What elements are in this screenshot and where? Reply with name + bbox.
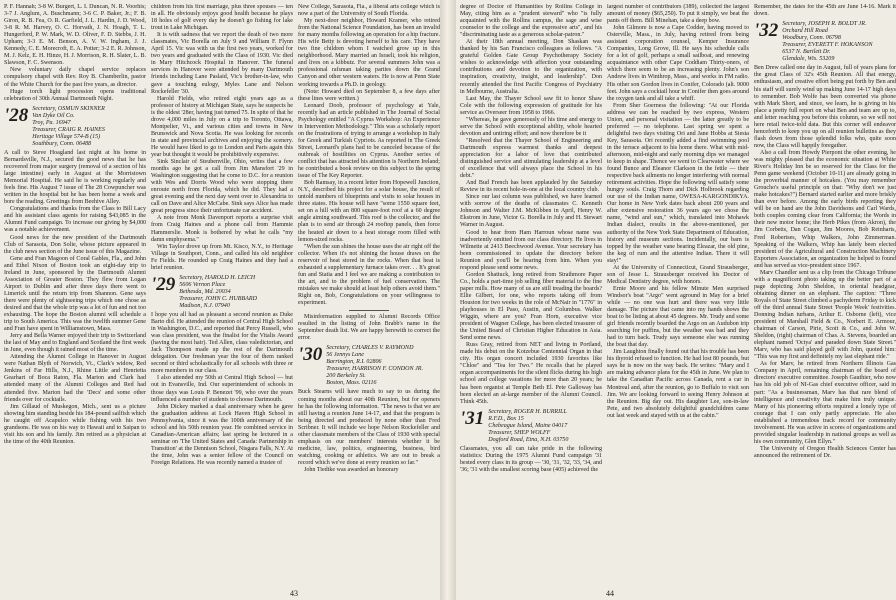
paragraph: Gordon Shattuck, long retired from Strathmore Paper Co., holds a part-time job selling fiber material to the fine paper mills. How many of us are still treading the boards? Ellie Gilbert, for one, who reports taking off from Houston for two weeks in the role of McNair in "1776" in playhouses in El Paso, Austin, and Columbus. Walker Wiggin, where are you? Fran Horn, executive vice president of Wagner College, has been elected treasurer of the United Board of Christian Higher Education in Asia. Send some news. bbox=[460, 271, 602, 342]
paragraph: John Dickey marked a dual anniversary when he gave the graduation address at Lock Haven High School in Pennsylvania, since it was the 100th anniversary of the school and his 50th reunion year. He combined service in Canadian-American affairs; last spring he lectured in a seminar on 'The United States and Canada: Partnership in Transition' at the Dennison School, Nisgara Falls, N.Y. At the time, John was a senior fellow of the Council on Foreign Relations. He was recently named a trustee of bbox=[151, 403, 293, 466]
officer-line: Boston, Mass. 02116 bbox=[326, 380, 377, 387]
officer-line: Bethesda, Md. 20034 bbox=[179, 288, 231, 295]
gutter bbox=[440, 0, 456, 600]
officer-line: 6537 N. Bartlett Dr. bbox=[782, 49, 831, 56]
paragraph: Harold Fields, who retired eight years ago as a professor of history at Michigan State, says he suspects he is the oldest '28er, having just turned 75. In spite of that he drove 4,000 miles in July on a trip to Toronto, Ottawa, Montpelier, Vt., and various cities and towns in New Brunswick and Nova Scotia. He was looking for records in state and provincial archives and enjoying the scenery. He would have liked to go to London and Paris again this year but thought it would be prohibitively expensive. bbox=[151, 95, 293, 158]
officer-addresses bbox=[488, 409, 568, 444]
page-number: 43 bbox=[290, 589, 298, 598]
paragraph: As for Marv, he retired from Northern Illinois Gas Company in April, remaining chairman of the board of directors' executive committee. Joseph Gauthier, who now has his old job of NI-Gas chief executive officer, said in part: "As a businessman, Marv has that rare blend of intelligence and creativity that make him truly unique. Many of his pioneering efforts required a lonely type of courage that I can only partly appreciate. He also established a tremendous track record for community involvement. He was active in scores of organizations and provided singular leadership in national groups as well as his own community, Glen Ellyn." bbox=[754, 361, 896, 445]
paragraph: Leonard Doob, professor of psychology at Yale, recently had an article published in The Journal of Social Psychology entitled "A Cyprus Workshop: An Experience in Intervention Methodology." This was a scholarly report on the frustrations of trying to arrange a workshop in Italy for Greek and Turkish Cypriots. As reported in The Greek Street, Leonard's plans had to be canceled because of the outbreak of hostilities on Cyprus. Another series of conflict that has attracted his attention is Northern Ireland; he contributed a book review on this subject to the spring issue of The Key Reporter. bbox=[298, 102, 440, 180]
officer-line: 56 Jennys Lane bbox=[326, 352, 364, 359]
officer-line: Southbury, Conn. 06488 bbox=[32, 140, 92, 147]
paragraph: Marv Chandler sent us a clip from the Chicago Tribune with a magnificent photo taking up the better part of a page depicting John Sheldon, in oriental headgear, obtaining dinner on an elephant. The caption: "Three Royals of State Street climbed a pachyderm Friday to kick off the third annual State Street 'People Week' festivities. Donning Indian turbans, Arthur E. Osborne (left), vice president of Marshall Field & Co., Norbert E. Armour, chairman of Carson, Pirie, Scott & Co., and John W. Sheldon, (right) chairman of Chas. A. Stevens, boarded an elephant named 'Octya' and paraded down State Street." Marv, who has said played golf with John, quoted him: "This was my first and definitely my last elephant ride." bbox=[754, 269, 896, 361]
officer-line: Secretary, ROGER H. BURRILL bbox=[488, 408, 567, 415]
officer-line: Secretary, OSMUN SKINNER bbox=[32, 105, 105, 112]
class-year: '31 bbox=[460, 407, 485, 429]
paragraph: Jim Gillaud of Muskegon, Mich., sent us a picture showing him standing beside his 184-pound sailfish which he caught off Acapulco while fishing with his two grandsons. He was on his way to Hawaii and to Saipan to visit his son and his family. Jim retired as a physician at the time of the 40th Reunion. bbox=[4, 403, 146, 445]
officer-line: Treasurer, SHEP WOLFF bbox=[488, 429, 551, 436]
paragraph: Congratulations and thanks from the Class to Bill Lacy and his assistant class agents for raising $43,085 in the Alumni Fund campaign. To increase our giving by $4,000 was a notable achievement. bbox=[4, 206, 146, 234]
officer-line: 5606 Vernon Place bbox=[179, 281, 226, 288]
paragraph: John Tiedtke was awarded an honorary bbox=[304, 467, 399, 473]
officer-line: Barrington, R.I. 02806 bbox=[326, 359, 382, 366]
officer-line: 200 Berkeley St. bbox=[326, 373, 366, 380]
column bbox=[460, 4, 602, 588]
officer-addresses bbox=[326, 345, 423, 387]
paragraph: Win Taylor drove up from Mt. Kisco, N.Y., to Heritage Village in Southport, Conn., and called his old neighbor Fe Fields. He rounded up Craig Haines and they had a brief reunion. bbox=[151, 243, 293, 271]
paragraph: Jim Laughton finally found out that his trouble has been his thyroid refused to function. He had lost 80 pounds, but says he is now on the way back. He writes: "Mary and I are making advance plans for the 45th in June. We plan to take the Canadian Pacific across Canada, rent a car in Montreal and, after the reunion, go to Buffalo to visit son Jim. We are looking forward to seeing Henry Johnson at the Reunion. Big day out. His daughter Lee, son-in-law Pete, and two absolutely delightful grandchildren came out last week and stayed with us at the cabin." bbox=[607, 349, 749, 419]
officer-line: Heritage Village 574-B (15) bbox=[32, 133, 101, 140]
paragraph: And Bud French has been applauded by the Saturday Review in its recent hole-in-one at the local country club. bbox=[460, 180, 602, 194]
class-heading bbox=[4, 106, 146, 148]
officer-line: Treasurer, EVERETT F. HOKANSON bbox=[782, 42, 873, 49]
officer-line: Treasurer, HARRISON F. CONDON JR. bbox=[326, 366, 423, 373]
officer-line: Chebeague Island, Maine 04017 bbox=[488, 422, 568, 429]
class-heading bbox=[151, 275, 293, 310]
page-number: 44 bbox=[606, 589, 614, 598]
class-year: '29 bbox=[151, 273, 176, 295]
paragraph: From Sher Goerness the following: "At our Florida address we can be reached by two express, Western Union, and personal visitation — the latter greatly to be preferred — no telephone. Last spring we spent a delightful two days visiting Ori and Jane Hobbs at Siesta Key, Sarasota. Ori recently added a find swimming pool in the terrace adjacent to his home there. What with mid-afternoon, mid-night and early morning dips we managed to keep in shape. Thence we went to Clearwater where we found Bunce and Eleanor Clarkson in the fettle — their respective back ailments no longer interfering with normal retirement activities. Hope the following will satisfy some hungry souls. Craig Thorn and Dick Holbrook regarding our use of the Indian name, OWESA-KARGONDIKYA. Our home in New York dates back about 200 years and after extensive restoration 36 years ago we chose the name, "wind and sun," which, translated into Mohawk Indian dialect, results in the above-mentioned, per authority of the New York State Department of Education, history and museum sections. Incidentally, our barn is topped by the weather vane bearing Eleazar, the old pine, the keg of rum and the attentive Indian. There it will stay!" bbox=[607, 102, 749, 264]
paragraph: A call to Steve Hoagland last night at his home in Bernardsville, N.J., secured the good news that he has recovered from major surgery (removal of a section of his large intestine) early in August at the Morristown Memorial Hospital. He said he is working regularly and feels fine. His August 7 issue of The 28 Cowpuncher was written in the hospital but he has been home a week and bore the reading. Greetings from Beehive Alley. bbox=[4, 149, 146, 206]
officer-line: Troy, Pa. 16947 bbox=[32, 119, 71, 126]
paragraph: Gene and Fran Magoon of Coral Gables, Fla., and John and Ethel Nixon of Boston took an eight-day trip to Ireland in June, sponsored by the Dartmouth Alumni Association of Greater Boston. They flew from Logan Airport to Dublin and after three days there went to Limerick until the return trip from Shannon. Gene says there were plenty of sightseeing trips which one chose as desired and that the whole trip was a lot of fun and not too exhausting. The hope the Boston alumni will schedule a trip to South America. This was the twelfth summer Gene and Fran have spent in Williamstown, Mass. bbox=[4, 255, 146, 333]
column bbox=[151, 4, 293, 588]
class-heading bbox=[754, 21, 896, 63]
paragraph: degree of Doctor of Humanities by Rollins College in May, citing him as a "prudent steward" who "is fully acquainted with the Rollins campus, the sage and wise counselor to the college and the expressive arts", and his "discriminating taste as a generous scholar-patron." bbox=[460, 4, 602, 39]
class-year: '30 bbox=[298, 344, 323, 366]
paragraph: Huge torch light procession opens traditional celebration of 30th Annual Dartmouth Night. bbox=[4, 88, 146, 102]
class-year: '32 bbox=[754, 20, 779, 42]
officer-line: Treasurer, CRAIG R. HAINES bbox=[32, 126, 105, 133]
paragraph: Ernie Moore and his fellow Minute Men surprised Windsor's boat "Argo" went aground in May for a brief while — no one was hurt and there was very little damage. The picture that came into my hands shows the boat to be listing at about 45 degrees. Mr. Trudy and some girl friends recently boarded the Argo on an Audubon trip searching for puffins, but the weather was bad and they had to turn back. Trudy says someone else was running the boat that day. bbox=[607, 285, 749, 349]
paragraph: largest number of contributors (389), collected the largest amount of money ($65,250). To put it simply, we beat the pants off them. Bill Minehan, take a deep bow. bbox=[607, 4, 749, 25]
officer-line: Secretary, HAROLD H. LEICH bbox=[179, 274, 256, 281]
page-left bbox=[0, 0, 440, 600]
column bbox=[754, 4, 896, 588]
paragraph: Attending the Alumni College in Hanover in August were Nathan Blyth of Norwich, Vt., Clark's widow, Red Jenkins of Far Hills, N.J., Rhine Little and Henrietta Gearhart of Boca Raton, Fla. Marion and Clark had attended many of the Alumni Colleges and Red had attended five. Marion had the 'Decs' and some other friends over for cocktails. bbox=[4, 354, 146, 403]
section-divider bbox=[349, 310, 389, 311]
class-heading bbox=[298, 345, 440, 387]
officer-line: Van Dyke Oil Co. bbox=[32, 112, 75, 119]
paragraph: I hope you all had as pleasant a second reunion as Duke Barto did. He attended the reunion of Central High School in Washington, D.C., and reported that Percy Russell, who was class president, was the finalist for the Vitalis Award (having the most hair). Ted Allen, class valedictorian, and Jack Thompson made up the rest of the Dartmouth delegation. Our freshman year the four of them ranked second or third scholastically for all schools with three or more members in our class. bbox=[151, 312, 293, 375]
paragraph: My next-door neighbor, Howard Kramer, who retired from the National Science Foundation, has been an invalid for many months following an operation for a hip fracture. His wife Betty is devoting herself to his care. They have two fine children whom I watched grow up in this neighborhood. Mary married an Israeli, took his religion, and lives on a kibbutz. For several summers John was a professional rafsman taking parties down the Grand Canyon and other western waters. He is now at Penn State working towards a Ph.D. in geology. bbox=[298, 18, 440, 88]
class-heading bbox=[460, 409, 602, 444]
paragraph: P. F. Hannah; 3-8 W. Burgert, L. I. Duncan, N. R. Voorhis; 3-7 J. Anglum, A. Buschmann; 3-6 C. P. Baker, Jr.; F. B. Giron, R. B. Fea, O. R. Garfield, J. L. Hardin, J. D. Wood, 3-8 R. M. Harvey, O. C. Horvath, J. N. Hoagh, T. L. Hungerford, P. W. Mark, W. D. Oliver, F. D. Stebbs, J. H. Upham; 3-3 E. M. Benson, A. V. W. Ingham, J. J. Kennedy, C. E. Morecroft, E. A. Potter; 3-2 E. R. Johnson, M. J. Kelz, E. H. Hinze, H. J. Morrison, R. H. Slater, L. B. Slawson, F. C. Swenson. bbox=[4, 4, 146, 67]
officer-addresses bbox=[32, 106, 105, 148]
officer-line: Woodbury, Conn. 06798 bbox=[782, 35, 841, 42]
paragraph: Russ Gray, retired from NET and living in Portland, made his debut on the Kotzebue Centennial Organ in that city. His organ concert included 1930 favorites like "Chloe" and "Tea for Two." He recalls that he played organ accompaniments for the silent flicks during his high school and college vacations for more than 20 years; he has been organist at Temple Beth El. Pete Galloway has been elected an at-large member of the Alumni Council. Think 45th. bbox=[460, 342, 602, 405]
paragraph: Also a call from Howdy Pierpont the other evening, he was mighty pleased that the economic situation at White River's Holiday Inn be so reserved for the Class for the Penn game weekend (October 10-11) are already going in the proverbial manner of hotcakes. (You may remember Groucho's useful principle on that: "Why don't we just make hotcakes?") Bernard started earlier and more briskly than ever before. Among the early birds reporting they will be on hand are the John Davidsons and Carl Wards, both couples coming clear from California; the Words in their new motor home; the Herb Pikes (from Akron), the Jim Corbetts, Dan Cogan, Jim Moores, Bob Reinharts, Fred Robertses, Whip Walkers, John Zimmerman. Speaking of the Walkers, Whip has lately been elected president of the Agricultural and Construction Machinery Exporters Association, an organization he helped to found and has served as vice-president since 1967. bbox=[754, 149, 896, 269]
column bbox=[4, 4, 146, 588]
paragraph: Since our last column was published, we have learned with sorrow of the deaths of classmates C. Kenneth Johnson and Walter J.M. McKibben in April, Henry W. Ekstrom in June, Victor G. Borella in July and H. Stewart Warner in August. bbox=[460, 194, 602, 229]
paragraph: Jerry and Bella Warner enjoyed their trip to Switzerland the last of May and to England and Scotland the first week in June, even though it rained most of the time. bbox=[4, 333, 146, 354]
paragraph: Last May, the Thayer School saw fit to honor Shaw Cole with the following expression of gratitude for his service as Overseer from 1958 to 1966. bbox=[460, 95, 602, 116]
officer-addresses bbox=[782, 21, 872, 63]
paragraph: The University of Oregon Health Sciences Center has announced the retirement of Dr. bbox=[754, 445, 896, 459]
paragraph: "Whereas, he gave generously of his time and energy to serve the School with exceptional ability, whole hearted devotion and untiring effort; and now therefore be it bbox=[460, 116, 602, 137]
paragraph: At the University of Connecticut, Grand Strausberger, son of Jesse L. Strausberger received his Doctor of Medical Dentistry degree, with honors. bbox=[607, 264, 749, 285]
paragraph: Buck Stearns will have much to say to us during the coming months about our 40th Reunion, but for openers he has the following information. "The news is that we are still having a reunion June 14-17, and that the program is being directed and produced by none other than Fred Scribner. It will include we hope Nelson Rockefeller and other classmate members of the Class of 1930 with special emphasis on our members' interests whether it be medicine, law, politics, engineering, business, bird watching, cooking or athletics. We are out to break a record which we've done at every reunion so far." bbox=[298, 389, 440, 466]
paragraph: New College, Sarasota, Fla., a liberal arts college which is now a part of the University of South Florida. bbox=[298, 4, 440, 18]
paragraph: "When the sun shines the house uses the air right off the collector. When it's not shining the house draws on the reservoir of heat stored in the rocks. When that heat is exhausted a supplementary furnace takes over. . . It's great fun and Statia and I feel we are making a contribution to the art, and to the problem of fuel conservation. The mistakes we make should at least help others avoid them." Right on, Bob, Congratulations on your willingness to experiment. bbox=[298, 243, 440, 306]
paragraph: Bob Ramsay, in a recent letter from Hopewell Junction, N.Y., described his project for a solar house, the result of untold numbers of blueprints and visits to solar houses in three states. His house will have "some 1550 square feet, set on a hill with an 800 square-foot roof at a 60 degree angle aiming southward. This roof is the collector, and the plan is to send air through 24 rooftop panels, then force the heated air down to a heat storage room filled with lemon-sized rocks. bbox=[298, 180, 440, 243]
paragraph: I also attended my 50th at Central High School — but out in Evansville, Ind. Our superintendent of schools in those days was Louis P. Benezet '99, who over the years influenced a number of students to choose Dartmouth. bbox=[151, 375, 293, 403]
page-right bbox=[456, 0, 896, 600]
column bbox=[298, 4, 440, 588]
paragraph: Misinformation supplied to Alumni Records Office resulted in the listing of John Brabb's name in the September death list. We are happy herewith to correct the error. bbox=[298, 314, 440, 342]
officer-line: R.F.D., Box 15 bbox=[488, 415, 524, 422]
paragraph: Good to hear from Ham Harroun whose name was inadvertently omitted from our class directory. He lives in Wilmette at 2413 Beechwood Avenue. Your secretary has been commissioned to update the directory before Reunion and you'll be hearing from him. When you respond please send some news. bbox=[460, 229, 602, 271]
officer-line: Secretary, CHARLES V. RAYMOND bbox=[326, 345, 414, 352]
paragraph: Ben Drew called one day in August, full of years plans for the great Class of 32's 45th Reunion. All that energy, enthusiasm, and creative effort being put forth by Ben and his staff will surely wind up making June 14-17 high days to remember. Bob Wolfe has been converted via phone with Mark Short, and since, we learn, he is giving in his place a pretty full report on what Ben and team are up to, and letter reaching you before this column, so we will not here retail twice-told data. But this corner will endeavor henceforth to keep you up on all reunion bulletins as they flash down from those splendid folks who, quite soon now, the Class will happily foregather. bbox=[754, 65, 896, 149]
officer-line: Madison, N.J. 07940 bbox=[179, 302, 230, 309]
paragraph: At their 18th annual meeting, Don Shaskan was thanked by his San Francisco colleagues as follows. "A grateful Golden Gate Group Psychotherapy Society wishes to acknowledge with affection your outstanding contributions and devotion to the organization, with inspiration, creativity, insight, and leadership". Don recently attended the first Pacific Congress of Psychiatry in Melbourne, Australia. bbox=[460, 39, 602, 95]
paragraph: New voluntary daily chapel service replaces compulsory chapel with Rev. Roy B. Chamberlin, pastor of the White Church for the past five years, as director. bbox=[4, 67, 146, 88]
officer-line: Dogford Road, Etna, N.H. 03750 bbox=[488, 436, 569, 443]
paragraph: (Note: Howard died on September 8, a few days after these lines were written.) bbox=[298, 88, 440, 102]
class-year: '28 bbox=[4, 104, 29, 126]
officer-line: Glendale, Wis. 53209 bbox=[782, 56, 835, 63]
officer-line: Treasurer, JOHN C. HUBBARD bbox=[179, 295, 257, 302]
officer-addresses bbox=[179, 275, 257, 310]
officer-line: Secretary, JOSEPH R. BOLDT JR. bbox=[782, 21, 867, 28]
paragraph: Good news for the new president of the Dartmouth Club of Sarasota, Don Solie, whose picture appeared in the club news section of the June issue of this Magazine. bbox=[4, 234, 146, 255]
paragraph: Sink Sinclair of Steubenville, Ohio, writes that a few months ago he got a call from Jim Mansfort '29 in Washington suggesting that he come to D.C. for a reunion with Wes and Dorris Wood who were stopping there enroute north from Florida, which he did. They had a great evening and the next day went over to Alexandria to call on Dave and Alice McCabe. Sink says Alice has made great progress since their unfortunate car accident. bbox=[151, 159, 293, 215]
paragraph: It is with sadness that we report the death of two more classmates, Vic Borella on July 9 and William F. Flynn April 15. Vic was with us the first two years, worked for two years and graduated with the Class of 1930. Vic died in Mary Hitchcock Hospital in Hanover. The funeral services in Hanover were attended by many Dartmouth friends including Lane Paslaid, Vic's brother-in-law, who gave a touching eulogy, Myles Lane and Nelson Rockefeller '30. bbox=[151, 32, 293, 95]
paragraph: "Resolved that the Thayer School of Engineering and Dartmouth express warmest thanks and deepest appreciation for a labor of love that contributed distinguished service and stimulating leadership at a level of excellence that will always place the School in his debt." bbox=[460, 137, 602, 180]
officer-line: Orchard Hill Road bbox=[782, 28, 828, 35]
column bbox=[607, 4, 749, 588]
paragraph: A note from Monk Davenport reports a surprise visit from Craig Haines and a phone call from Hammie Hammerslie. Monk is bothered by what he calls "my damn emphysema." bbox=[151, 215, 293, 243]
paragraph: John Gilmore is now a Cape Codder, having moved to Osterville, Mass., in July, having retired from being assistant corporation counsel, Kemper Insurance Companies, Long Grove, Ill. He says his schedule calls for a lot of golf, perhaps a small sailboat, and renewing acquaintance with other Cape Coddiam Thirty-oners, of which there seem to be an increasing plenty. John's son Andrew lives in Winthrop, Mass., and works in FM radio. His other son Gordon lives in Conifer, Colorado (alt. 9000 feet. John says a cocktail hour in Conifer then goes around the oxygen tank and all take a whiff. bbox=[607, 25, 749, 102]
paragraph: Remember, the dates for the 45th are June 14-16. Mark it down. bbox=[754, 4, 896, 18]
paragraph: Classmates, you all can take pride in the following statistics: During the 1975 Alumni Fund campaign '31 bested every class in its group — '30, '31, '32, '33, '34, and '36; '31 with the smallest scoring base (405) achieved the bbox=[460, 445, 602, 474]
paragraph: children from his first marriage, plus three spouses — ten in all. He obviously enjoys good health because he plays 18 holes of golf every day he doesn't go fishing for lake trout in Lake Michigan. bbox=[151, 4, 293, 32]
